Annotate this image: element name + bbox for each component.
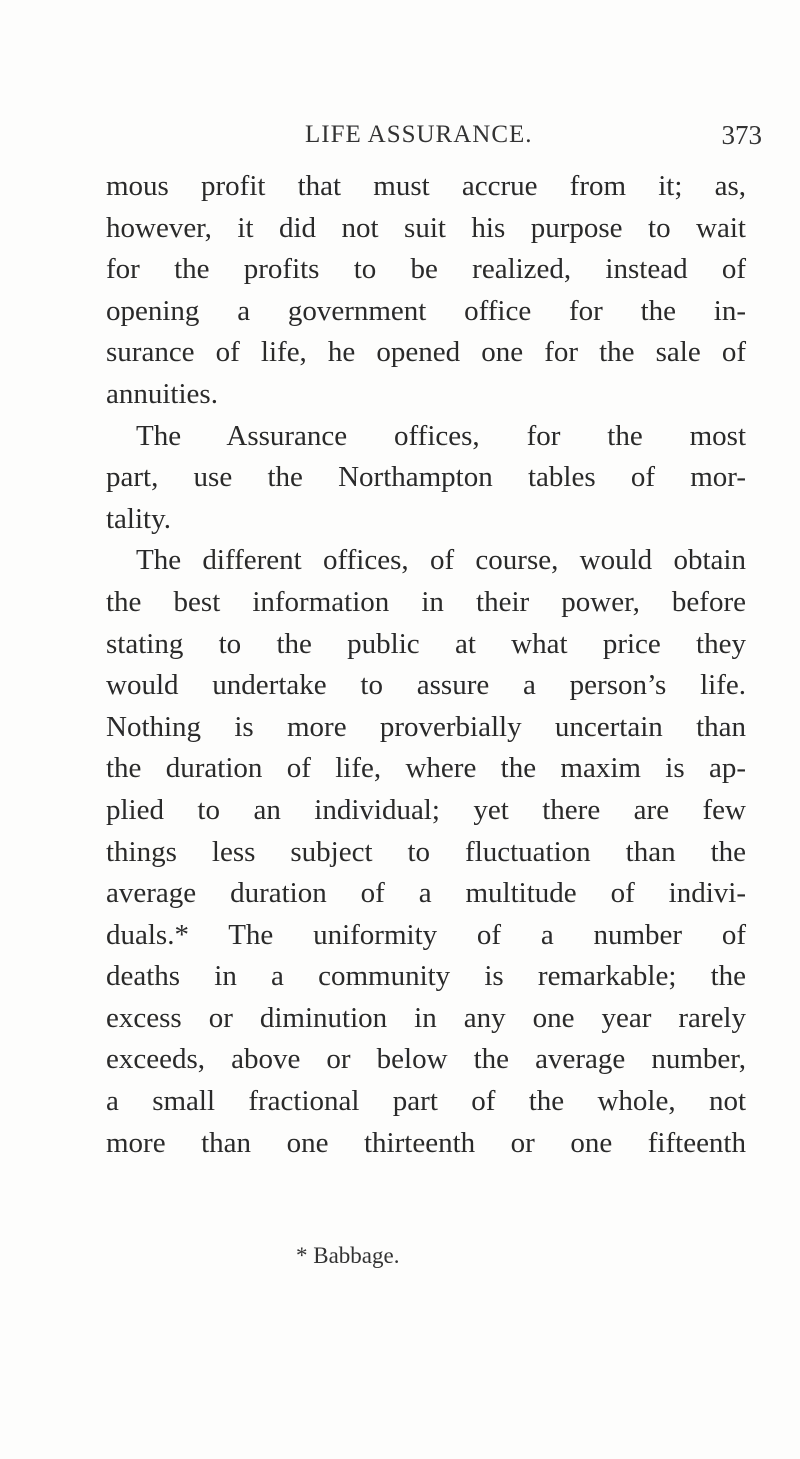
text-line: the duration of life, where the maxim is ap-	[106, 752, 746, 785]
page-number: 373	[721, 119, 762, 150]
text-line: the best information in their power, before	[106, 585, 746, 618]
text-line: deaths in a community is remarkable; the	[106, 960, 746, 993]
text-line: plied to an individual; yet there are few	[106, 793, 746, 826]
page-header	[305, 112, 762, 158]
text-line: mous profit that must accrue from it; as,	[106, 170, 746, 202]
text-line: annuities.	[106, 377, 218, 410]
text-line: more than one thirteenth or one fifteenth	[106, 1126, 746, 1159]
text-line: The different offices, of course, would obtain	[136, 544, 746, 577]
text-line: The Assurance offices, for the most	[136, 419, 746, 452]
text-line: excess or diminution in any one year rarely	[106, 1001, 746, 1034]
text-line: for the profits to be realized, instead of	[106, 253, 746, 286]
text-line: things less subject to fluctuation than the	[106, 835, 746, 868]
text-line: Nothing is more proverbially uncertain than	[106, 710, 746, 743]
text-line: average duration of a multitude of indivi-	[106, 877, 746, 910]
body-text	[106, 166, 746, 1164]
text-line: part, use the Northampton tables of mor-	[106, 461, 746, 494]
text-line: a small fractional part of the whole, not	[106, 1085, 746, 1118]
text-line: would undertake to assure a person’s life.	[106, 669, 746, 702]
text-line: tality.	[106, 502, 171, 535]
text-line: opening a government office for the in-	[106, 294, 746, 327]
text-line: exceeds, above or below the average number,	[106, 1043, 746, 1076]
text-line: however, it did not suit his purpose to wait	[106, 211, 746, 244]
text-line: stating to the public at what price they	[106, 627, 746, 660]
text-line: duals.* The uniformity of a number of	[106, 918, 746, 951]
running-head: LIFE ASSURANCE.	[305, 121, 533, 148]
text-line: surance of life, he opened one for the sale of	[106, 336, 746, 369]
footnote: * Babbage.	[296, 1243, 400, 1268]
